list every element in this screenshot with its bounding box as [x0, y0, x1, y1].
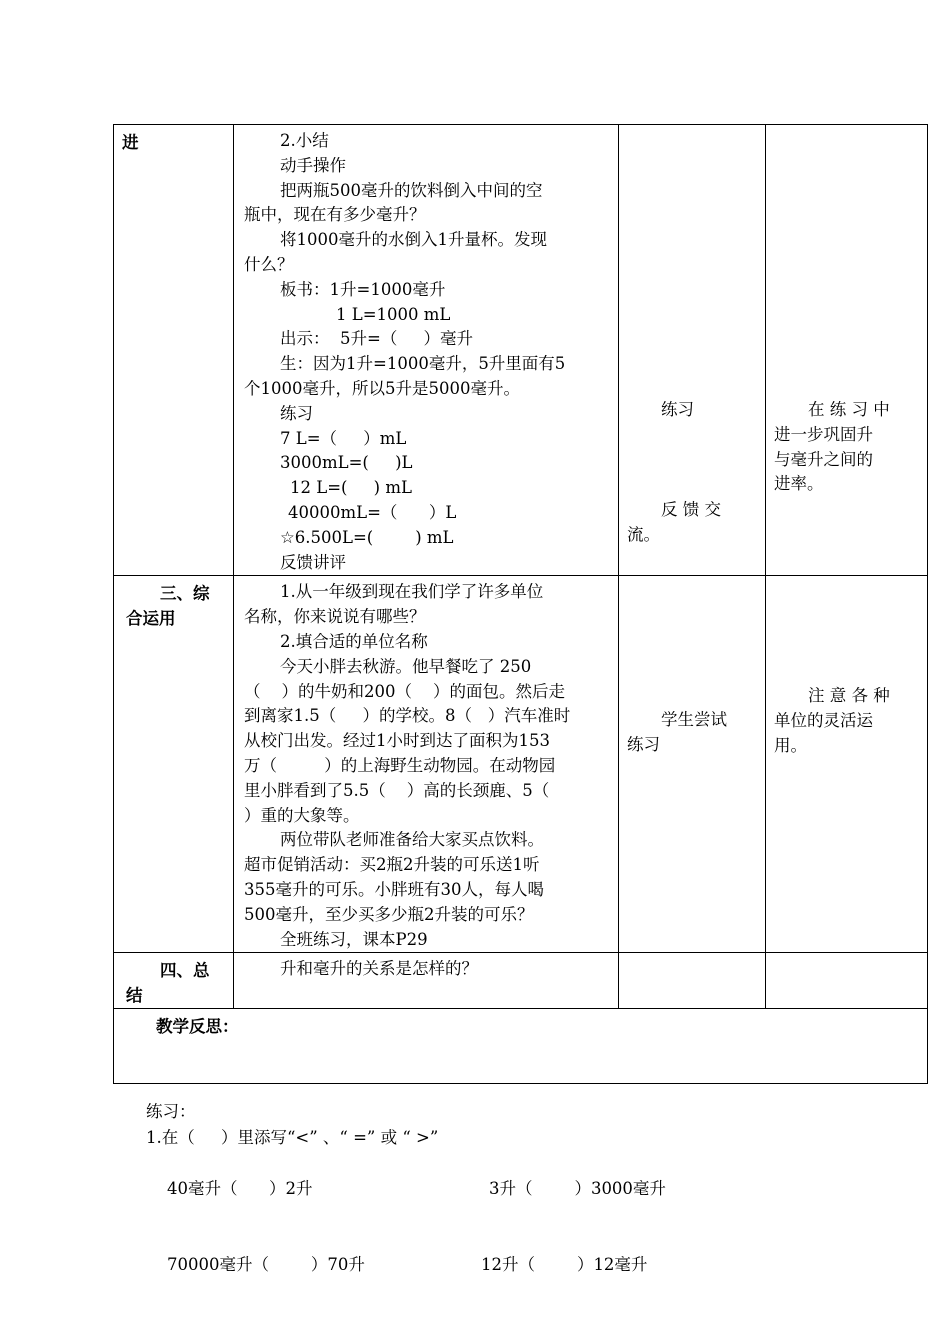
table-row-practice — [114, 125, 928, 576]
process-line: 万（ ）的上海野生动物园。在动物园 — [244, 755, 556, 775]
reflection-label: 教学反思： — [156, 1017, 239, 1037]
table-row-summary — [114, 953, 928, 1009]
process-line: 3000mL=( )L — [280, 453, 413, 473]
process-line: 2.填合适的单位名称 — [280, 631, 428, 651]
student-activity-cell — [619, 125, 766, 576]
table-row-application — [114, 576, 928, 953]
exercise-item: 3升（ ）3000毫升 — [488, 1178, 666, 1198]
process-line: 12 L=( ) mL — [290, 478, 412, 498]
process-line: 1.从一年级到现在我们学了许多单位 — [280, 582, 544, 602]
stage-label: 四、总结 — [126, 961, 210, 1006]
intent-line: 用。 — [774, 735, 807, 755]
process-line: 从校门出发。经过1小时到达了面积为153 — [244, 731, 550, 751]
activity-line: 反 馈 交 — [661, 499, 721, 519]
activity-line: 练习 — [661, 400, 694, 419]
intent-line: 注 意 各 种 — [808, 686, 890, 706]
stage-cell — [114, 953, 234, 1009]
exercise-item: 12升（ ）12毫升 — [480, 1255, 648, 1274]
process-cell — [234, 125, 619, 576]
process-line: 到离家1.5（ ）的学校。8（ ）汽车准时 — [244, 706, 571, 726]
student-activity-cell — [619, 576, 766, 953]
table-row-reflection — [114, 1009, 928, 1084]
process-line: 2.小结 — [280, 131, 329, 150]
reflection-cell — [114, 1009, 928, 1084]
exercise-instruction: 1.在（ ）里添写“<” 、“ =” 或 “ >” — [146, 1127, 439, 1147]
process-line: 个1000毫升，所以5升是5000毫升。 — [244, 378, 520, 398]
process-line: 7 L=（ ）mL — [280, 428, 407, 448]
process-line: 全班练习，课本P29 — [280, 929, 428, 949]
process-line: 500毫升，至少买多少瓶2升装的可乐？ — [244, 904, 534, 924]
intent-line: 在 练 习 中 — [808, 400, 890, 419]
process-line: 今天小胖去秋游。他早餐吃了 250 — [280, 656, 532, 676]
process-cell — [234, 576, 619, 953]
process-line: ☆6.500L=( ) mL — [280, 527, 454, 547]
intent-line: 与毫升之间的 — [774, 449, 873, 469]
intent-line: 单位的灵活运 — [774, 711, 873, 731]
process-line: 超市促销活动：买2瓶2升装的可乐送1听 — [244, 855, 540, 875]
stage-label: 三、综合运用 — [126, 584, 210, 629]
exercise-item: 70000毫升（ ）70升 — [166, 1255, 365, 1274]
process-line: 动手操作 — [280, 155, 346, 175]
process-line: 把两瓶500毫升的饮料倒入中间的空 — [280, 180, 543, 200]
design-intent-cell — [766, 125, 928, 576]
exercise-item: 40毫升（ ）2升 — [166, 1178, 313, 1198]
process-line: 355毫升的可乐。小胖班有30人，每人喝 — [244, 879, 544, 899]
process-line: 什么？ — [244, 254, 294, 274]
intent-line: 进一步巩固升 — [774, 424, 873, 444]
process-line: 两位带队老师准备给大家买点饮料。 — [280, 830, 544, 850]
process-cell — [234, 953, 619, 1009]
intent-line: 进率。 — [774, 474, 824, 494]
process-line: 将1000毫升的水倒入1升量杯。发现 — [280, 230, 547, 250]
student-activity-cell — [619, 953, 766, 1009]
process-line: （ ）的牛奶和200（ ）的面包。然后走 — [244, 681, 565, 701]
process-line: 出示： 5升=（ ）毫升 — [280, 329, 474, 349]
process-line: 练习 — [280, 403, 313, 423]
process-line: 1 L=1000 mL — [336, 304, 451, 324]
exercise-section — [146, 1099, 666, 1303]
lesson-plan-table — [113, 124, 928, 1084]
activity-line: 流。 — [627, 524, 660, 544]
exercise-title: 练习： — [146, 1102, 196, 1121]
process-line: 升和毫升的关系是怎样的？ — [280, 959, 478, 979]
process-line: 生：因为1升=1000毫升，5升里面有5 — [280, 354, 566, 374]
stage-label: 进 — [122, 133, 139, 152]
activity-line: 学生尝试 — [661, 710, 727, 730]
activity-line: 练习 — [627, 735, 660, 755]
process-line: 名称，你来说说有哪些？ — [244, 607, 426, 627]
stage-cell — [114, 576, 234, 953]
exercise-row — [146, 1150, 666, 1227]
process-line: ）重的大象等。 — [244, 805, 360, 825]
design-intent-cell — [766, 953, 928, 1009]
process-line: 瓶中，现在有多少毫升？ — [244, 205, 426, 225]
process-line: 反馈讲评 — [280, 552, 346, 572]
process-line: 40000mL=（ ）L — [288, 502, 457, 522]
process-line: 里小胖看到了5.5（ ）高的长颈鹿、5（ — [244, 780, 550, 800]
design-intent-cell — [766, 576, 928, 953]
process-line: 板书：1升=1000毫升 — [280, 279, 446, 299]
exercise-row — [146, 1227, 666, 1304]
stage-cell — [114, 125, 234, 576]
